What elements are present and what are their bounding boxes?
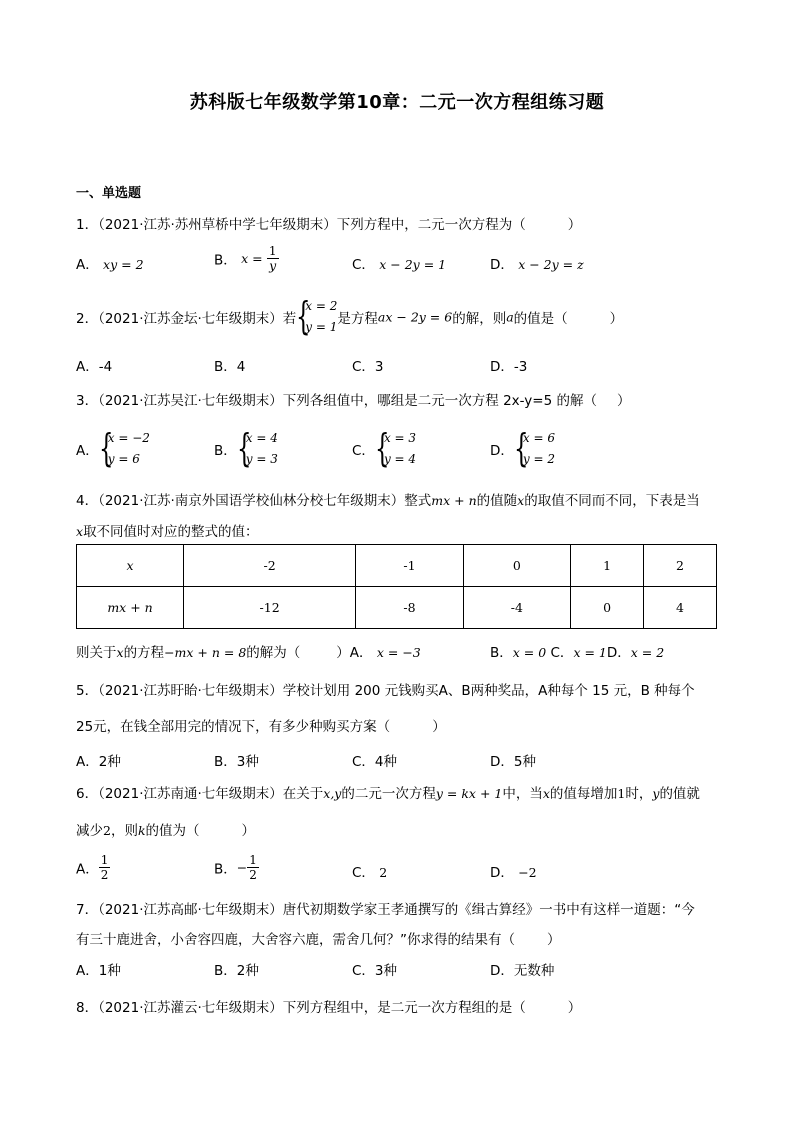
page-title: 苏科版七年级数学第10章：二元一次方程组练习题 — [189, 92, 605, 113]
q2-option-a[interactable]: A．-4 — [76, 359, 113, 375]
q2-system: { x = 2 y = 1 — [296, 294, 338, 338]
q6-option-d[interactable]: D． −2 — [490, 865, 537, 881]
question-2-stem: 2．（2021·江苏金坛·七年级期末）若 { x = 2 y = 1 是方程ax − 2y = 6的解，则a的值是（ ） — [76, 294, 624, 338]
question-4-ask: 则关于x的方程−mx + n = 8的解为（ ）A． x = −3 — [76, 645, 421, 661]
question-1-stem: 1．（2021·江苏·苏州草桥中学七年级期末）下列方程中，二元一次方程为（ ） — [76, 217, 582, 233]
q7-option-d[interactable]: D．无数种 — [490, 963, 555, 979]
question-7-line2: 有三十鹿进舍，小舍容四鹿，大舍容六鹿，需舍几何？”你求得的结果有（ ） — [76, 932, 561, 948]
question-6-line2: 减少2，则k的值为（ ） — [76, 823, 256, 839]
q7-option-b[interactable]: B．2种 — [214, 963, 259, 979]
question-5-line1: 5．（2021·江苏盱眙·七年级期末）学校计划用 200 元钱购买A、B两种奖品，A种每个 15 元，B 种每个 — [76, 683, 695, 699]
q5-option-a[interactable]: A．2种 — [76, 754, 121, 770]
q5-option-d[interactable]: D．5种 — [490, 754, 536, 770]
q4-option-a[interactable]: x = −3 — [376, 645, 421, 660]
q1-option-b[interactable]: B． x = $\frac{1}{y}$ — [214, 244, 277, 273]
question-4-stem: 4．（2021·江苏·南京外国语学校仙林分校七年级期末）整式mx + n的值随x的取值不同而不同，下表是当 — [76, 493, 700, 509]
question-3-stem: 3．（2021·江苏吴江·七年级期末）下列各组值中，哪组是二元一次方程 2x-y=5 的解（ ） — [76, 393, 631, 409]
q2-option-b[interactable]: B．4 — [214, 359, 246, 375]
q6-option-a[interactable]: A． $\frac{1}{2}$ — [76, 853, 109, 882]
q5-option-b[interactable]: B．3种 — [214, 754, 259, 770]
q7-option-a[interactable]: A．1种 — [76, 963, 121, 979]
question-4-stem-line2: x取不同值时对应的整式的值： — [76, 524, 259, 540]
q3-option-c[interactable]: C． { x = 3 y = 4 — [352, 426, 417, 470]
q7-option-c[interactable]: C．3种 — [352, 963, 398, 979]
q2-option-c[interactable]: C．3 — [352, 359, 384, 375]
value-table — [76, 544, 717, 629]
question-7-line1: 7．（2021·江苏高邮·七年级期末）唐代初期数学家王孝通撰写的《缉古算经》一书中有这样一道题：“今 — [76, 902, 695, 918]
q6-option-c[interactable]: C． 2 — [352, 865, 388, 881]
table-row: x -2 -1 0 1 2 — [77, 545, 717, 587]
q3-option-a[interactable]: A． { x = −2 y = 6 — [76, 426, 150, 470]
q2-option-d[interactable]: D．-3 — [490, 359, 528, 375]
question-5-line2: 25元，在钱全部用完的情况下，有多少种购买方案（ ） — [76, 719, 446, 735]
q5-option-c[interactable]: C．4种 — [352, 754, 398, 770]
q3-option-d[interactable]: D． { x = 6 y = 2 — [490, 426, 556, 470]
fraction-1-over-y: $\frac{1}{y}$ — [268, 244, 277, 273]
section-heading: 一、单选题 — [76, 186, 142, 201]
q6-option-b[interactable]: B．− $\frac{1}{2}$ — [214, 853, 257, 882]
q3-option-b[interactable]: B． { x = 4 y = 3 — [214, 426, 278, 470]
q1-option-a[interactable]: A． xy = 2 — [76, 257, 144, 273]
question-6-line1: 6．（2021·江苏南通·七年级期末）在关于x,y的二元一次方程y = kx + 1中，当x的值每增加1时，y的值就 — [76, 786, 700, 802]
q1-option-d[interactable]: D． x − 2y = z — [490, 257, 584, 273]
table-row: mx + n -12 -8 -4 0 4 — [77, 587, 717, 629]
q1-option-c[interactable]: C． x − 2y = 1 — [352, 257, 447, 273]
q4-options-bcd[interactable]: B．x = 0 C．x = 1D．x = 2 — [490, 645, 665, 661]
question-8-stem: 8．（2021·江苏灌云·七年级期末）下列方程组中，是二元一次方程组的是（ ） — [76, 1000, 582, 1016]
